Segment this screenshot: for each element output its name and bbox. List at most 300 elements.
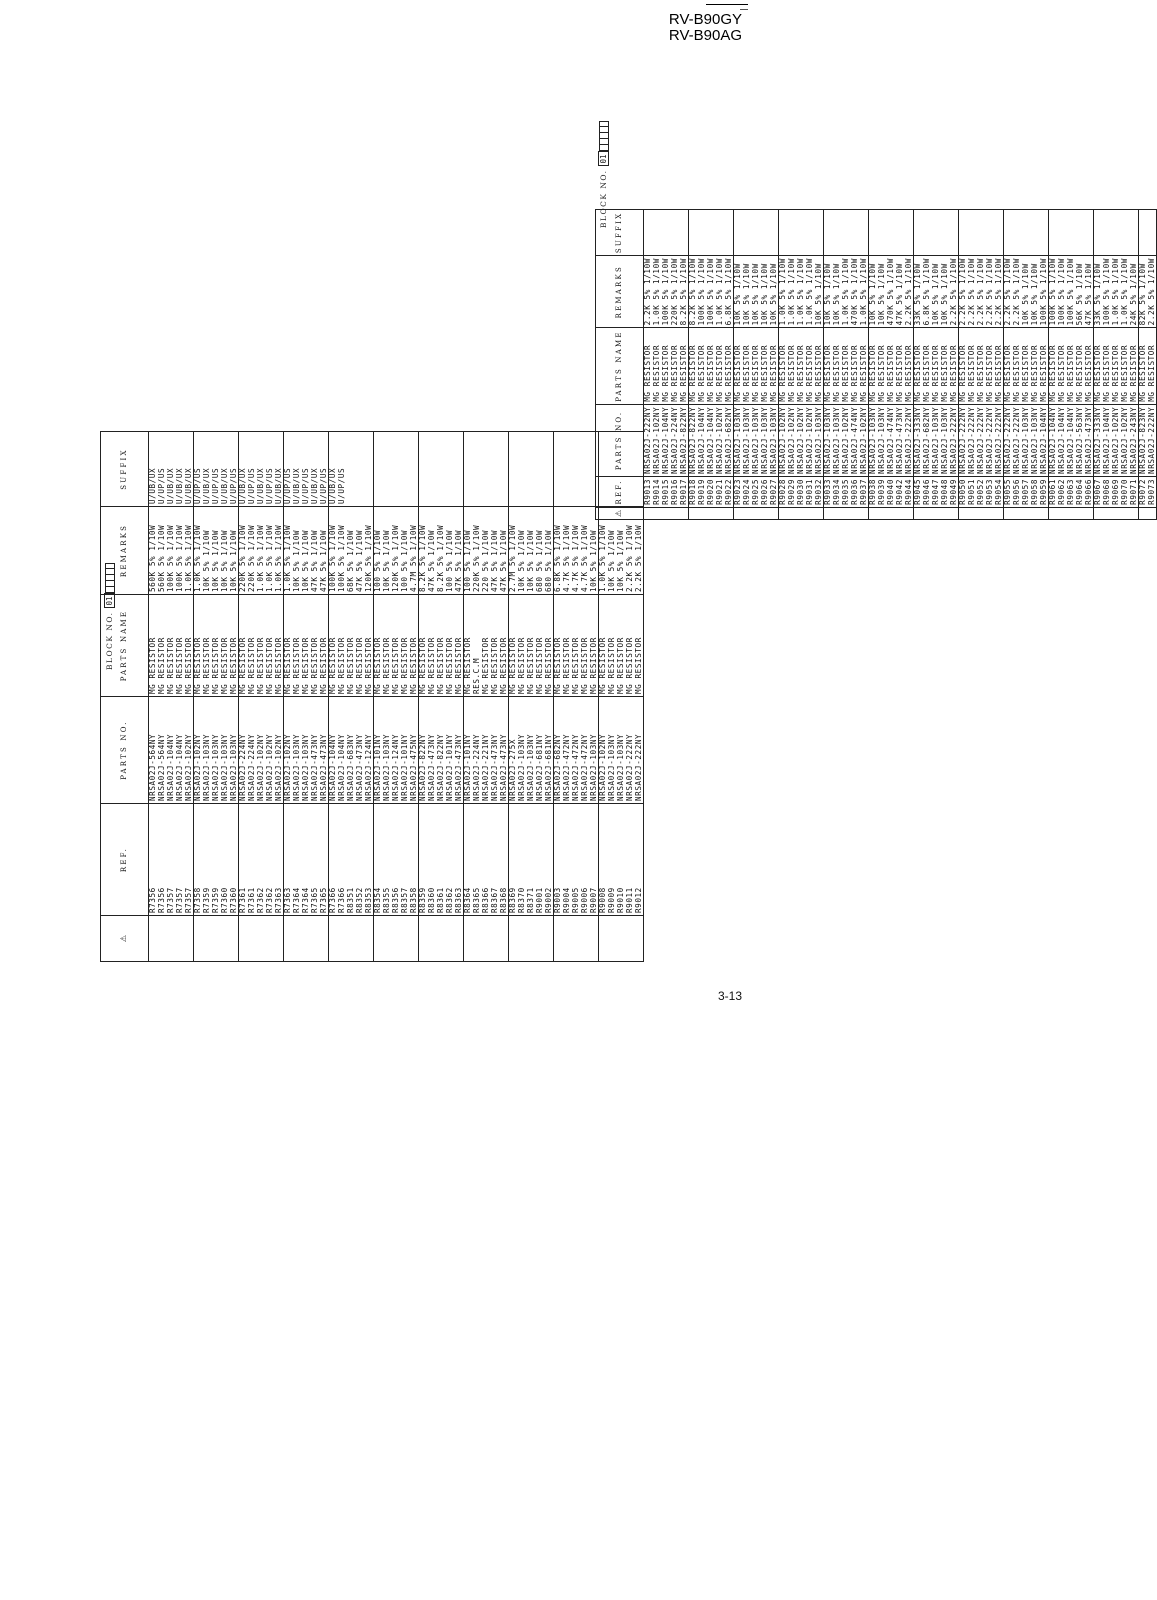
remarks-cell: 47K 5% 1/10W [455, 507, 464, 595]
ref-cell: R9051 [968, 476, 977, 507]
suffix-cell [689, 209, 698, 255]
parts-name-cell: MG RESISTOR [1085, 328, 1094, 404]
remarks-cell: 470K 5% 1/10W [887, 256, 896, 328]
parts-no-cell: NRSA02J-103NY [815, 404, 824, 476]
parts-no-cell: NRSA02J-222NY [1004, 404, 1013, 476]
table-row [428, 432, 437, 962]
flag-cell [311, 916, 320, 962]
remarks-cell: 100 5% 1/10W [374, 507, 383, 595]
parts-name-cell: MG RESISTOR [545, 595, 554, 697]
ref-cell: R9073 [1148, 476, 1157, 507]
suffix-cell: U/UB/UX [185, 432, 194, 507]
table-row [437, 432, 446, 962]
parts-no-cell: NRSA02J-473NY [455, 697, 464, 804]
remarks-cell: 10K 5% 1/10W [770, 256, 779, 328]
table-row [536, 432, 545, 962]
parts-name-cell: MG RESISTOR [320, 595, 329, 697]
remarks-cell: 1.0K 5% 1/10W [266, 507, 275, 595]
parts-name-cell: MG RESISTOR [923, 328, 932, 404]
parts-name-cell: MG RESISTOR [302, 595, 311, 697]
table-row [221, 432, 230, 962]
flag-cell [1013, 507, 1022, 519]
remarks-cell: 10K 5% 1/10W [833, 256, 842, 328]
remarks-cell: 10K 5% 1/10W [608, 507, 617, 595]
flag-cell [356, 916, 365, 962]
flag-cell [1112, 507, 1121, 519]
suffix-cell [527, 432, 536, 507]
suffix-header: SUFFIX [101, 432, 149, 507]
ref-cell: R7359 [212, 804, 221, 916]
flag-cell [896, 507, 905, 519]
parts-no-cell: NRSA02J-102NY [599, 697, 608, 804]
remarks-cell: 8.2K 5% 1/10W [689, 256, 698, 328]
parts-no-cell: NRSA02J-102NY [788, 404, 797, 476]
remarks-cell: 8.2K 5% 1/10W [419, 507, 428, 595]
ref-cell: R9049 [950, 476, 959, 507]
parts-name-cell: MG RESISTOR [365, 595, 374, 697]
flag-cell [1049, 507, 1058, 519]
parts-no-cell: NRSA02J-103NY [383, 697, 392, 804]
remarks-cell: 10K 5% 1/10W [752, 256, 761, 328]
flag-cell [590, 916, 599, 962]
table-row [311, 432, 320, 962]
remarks-cell: 2.2K 5% 1/10W [995, 256, 1004, 328]
remarks-cell: 47K 5% 1/10W [320, 507, 329, 595]
header-rule-small [740, 9, 748, 10]
suffix-cell [1094, 209, 1103, 255]
block-number-cells [599, 121, 609, 151]
ref-cell: R7356 [158, 804, 167, 916]
remarks-header: REMARKS [101, 507, 149, 595]
parts-no-cell: NRSA02J-474NY [887, 404, 896, 476]
parts-name-cell: MG RESISTOR [455, 595, 464, 697]
remarks-cell: 1.0K 5% 1/10W [779, 256, 788, 328]
flag-cell [941, 507, 950, 519]
flag-cell [689, 507, 698, 519]
flag-cell [302, 916, 311, 962]
parts-no-cell: NRSA02J-101NY [374, 697, 383, 804]
remarks-cell: 10K 5% 1/10W [230, 507, 239, 595]
suffix-cell [923, 209, 932, 255]
ref-header: REF. [596, 476, 644, 507]
remarks-cell: 120K 5% 1/10W [365, 507, 374, 595]
parts-no-cell: NRSA02J-104NY [1058, 404, 1067, 476]
ref-cell: R9055 [1004, 476, 1013, 507]
remarks-cell: 10K 5% 1/10W [743, 256, 752, 328]
suffix-cell: U/UB/UX [176, 432, 185, 507]
ref-cell: R7364 [293, 804, 302, 916]
remarks-cell: 2.2K 5% 1/10W [905, 256, 914, 328]
ref-cell: R9020 [707, 476, 716, 507]
parts-name-cell: MG RESISTOR [1058, 328, 1067, 404]
parts-name-cell: MG RESISTOR [428, 595, 437, 697]
ref-cell: R9011 [626, 804, 635, 916]
remarks-cell: 10K 5% 1/10W [518, 507, 527, 595]
ref-cell: R7360 [230, 804, 239, 916]
parts-no-cell: NRSA02J-222NY [626, 697, 635, 804]
parts-name-header: PARTS NAME [596, 328, 644, 404]
ref-cell: R8353 [365, 804, 374, 916]
model-number-1: RV-B90GY [668, 11, 742, 28]
parts-name-cell: MG RESISTOR [536, 595, 545, 697]
parts-name-cell: MG RESISTOR [464, 595, 473, 697]
parts-no-cell: NRSA02J-473NY [491, 697, 500, 804]
suffix-cell: U/UB/UX [293, 432, 302, 507]
suffix-cell [545, 432, 554, 507]
suffix-cell [734, 209, 743, 255]
parts-no-cell: NRSA02J-103NY [833, 404, 842, 476]
suffix-cell [446, 432, 455, 507]
table-row [581, 432, 590, 962]
parts-name-cell: MG RESISTOR [509, 595, 518, 697]
table-row [293, 432, 302, 962]
suffix-cell [1121, 209, 1130, 255]
ref-cell: R9032 [815, 476, 824, 507]
table-row [419, 432, 428, 962]
block-number-cells [105, 563, 115, 593]
parts-no-cell: NRSA02J-222NY [968, 404, 977, 476]
parts-no-cell: NRSA02J-104NY [1103, 404, 1112, 476]
table-row [815, 209, 824, 519]
parts-no-header: PARTS NO. [101, 697, 149, 804]
parts-no-cell: NRSA02J-682NY [554, 697, 563, 804]
ref-cell: R7357 [185, 804, 194, 916]
table-row [401, 432, 410, 962]
parts-no-cell: NRSA02J-564NY [158, 697, 167, 804]
parts-name-cell: RES.C.M [473, 595, 482, 697]
parts-no-cell: NRSA02J-103NY [608, 697, 617, 804]
parts-name-cell: MG RESISTOR [500, 595, 509, 697]
parts-no-cell: NRSA02J-224NY [239, 697, 248, 804]
parts-name-cell: MG RESISTOR [770, 328, 779, 404]
flag-cell [671, 507, 680, 519]
table-body [149, 432, 644, 962]
table-row [392, 432, 401, 962]
ref-cell: R9034 [833, 476, 842, 507]
flag-cell [257, 916, 266, 962]
parts-no-cell: NRSA02J-103NY [1031, 404, 1040, 476]
table-row [509, 432, 518, 962]
table-header-row [596, 209, 644, 519]
suffix-cell [1031, 209, 1040, 255]
table-header-row [101, 432, 149, 962]
flag-cell [383, 916, 392, 962]
flag-cell [1130, 507, 1139, 519]
parts-name-cell: MG RESISTOR [797, 328, 806, 404]
ref-cell: R9068 [1103, 476, 1112, 507]
remarks-cell: 68K 5% 1/10W [347, 507, 356, 595]
parts-name-cell: MG RESISTOR [446, 595, 455, 697]
suffix-cell [851, 209, 860, 255]
ref-cell: R9021 [716, 476, 725, 507]
flag-cell [797, 507, 806, 519]
flag-cell [248, 916, 257, 962]
parts-no-cell: NRSA02J-102NY [266, 697, 275, 804]
ref-cell: R7366 [329, 804, 338, 916]
flag-cell [158, 916, 167, 962]
parts-name-cell: MG RESISTOR [1112, 328, 1121, 404]
ref-cell: R7358 [194, 804, 203, 916]
parts-name-cell: MG RESISTOR [1004, 328, 1013, 404]
parts-name-cell: MG RESISTOR [986, 328, 995, 404]
ref-cell: R9059 [1040, 476, 1049, 507]
flag-cell [545, 916, 554, 962]
suffix-cell [707, 209, 716, 255]
flag-cell [563, 916, 572, 962]
flag-cell [887, 507, 896, 519]
suffix-cell [725, 209, 734, 255]
parts-no-cell: NRSA02J-222NY [986, 404, 995, 476]
suffix-cell [833, 209, 842, 255]
flag-cell [275, 916, 284, 962]
suffix-cell [842, 209, 851, 255]
ref-cell: R9029 [788, 476, 797, 507]
ref-cell: R9052 [977, 476, 986, 507]
remarks-cell: 47K 5% 1/10W [311, 507, 320, 595]
remarks-cell: 47K 5% 1/10W [491, 507, 500, 595]
flag-cell [1121, 507, 1130, 519]
table-row [194, 432, 203, 962]
parts-name-cell: MG RESISTOR [185, 595, 194, 697]
parts-no-cell: NRSA02J-682NY [923, 404, 932, 476]
remarks-cell: 100K 5% 1/10W [176, 507, 185, 595]
remarks-cell: 100K 5% 1/10W [698, 256, 707, 328]
table-row [257, 432, 266, 962]
parts-name-cell: MG RESISTOR [842, 328, 851, 404]
suffix-cell [761, 209, 770, 255]
suffix-cell: U/UP/US [338, 432, 347, 507]
suffix-cell [698, 209, 707, 255]
parts-no-cell: NRSA02J-102NY [716, 404, 725, 476]
flag-cell [212, 916, 221, 962]
flag-cell [761, 507, 770, 519]
flag-cell [230, 916, 239, 962]
flag-cell [320, 916, 329, 962]
ref-cell: R9057 [1022, 476, 1031, 507]
table-row [365, 432, 374, 962]
suffix-cell [860, 209, 869, 255]
ref-cell: R9030 [797, 476, 806, 507]
block-label: BLOCK NO. [105, 611, 114, 670]
flag-cell [1085, 507, 1094, 519]
flag-cell [266, 916, 275, 962]
flag-cell [1094, 507, 1103, 519]
parts-name-cell: MG RESISTOR [482, 595, 491, 697]
parts-no-cell: NRSA02J-102NY [1112, 404, 1121, 476]
parts-name-cell: MG RESISTOR [833, 328, 842, 404]
remarks-cell: 1.0K 5% 1/10W [257, 507, 266, 595]
flag-cell [833, 507, 842, 519]
parts-name-cell: MG RESISTOR [1130, 328, 1139, 404]
remarks-cell: 4.7M 5% 1/10W [410, 507, 419, 595]
parts-no-cell: NRSA02J-473NY [320, 697, 329, 804]
suffix-cell [941, 209, 950, 255]
flag-cell [428, 916, 437, 962]
remarks-cell: 1.0K 5% 1/10W [599, 507, 608, 595]
parts-name-cell: MG RESISTOR [572, 595, 581, 697]
remarks-cell: 220K 5% 1/10W [248, 507, 257, 595]
table-row [563, 432, 572, 962]
table-row [446, 432, 455, 962]
flag-cell [878, 507, 887, 519]
parts-name-cell: MG RESISTOR [680, 328, 689, 404]
suffix-cell [1067, 209, 1076, 255]
parts-name-cell: MG RESISTOR [1031, 328, 1040, 404]
flag-cell [1139, 507, 1148, 519]
suffix-cell [1103, 209, 1112, 255]
ref-cell: R9072 [1139, 476, 1148, 507]
parts-no-cell: NRSA02J-102NY [842, 404, 851, 476]
table-row [527, 432, 536, 962]
remarks-cell: 560K 5% 1/10W [158, 507, 167, 595]
parts-name-cell: MG RESISTOR [635, 595, 644, 697]
ref-header: REF. [101, 804, 149, 916]
parts-name-cell: MG RESISTOR [374, 595, 383, 697]
ref-cell: R9006 [581, 804, 590, 916]
ref-cell: R9056 [1013, 476, 1022, 507]
parts-no-cell: NRSA02J-102NY [860, 404, 869, 476]
parts-name-cell: MG RESISTOR [671, 328, 680, 404]
parts-no-cell: NRSA02J-682NY [725, 404, 734, 476]
flag-cell [374, 916, 383, 962]
suffix-cell [806, 209, 815, 255]
parts-name-cell: MG RESISTOR [689, 328, 698, 404]
parts-no-cell: NRSA02J-102NY [284, 697, 293, 804]
remarks-cell: 1.0K 5% 1/10W [284, 507, 293, 595]
parts-name-cell: MG RESISTOR [959, 328, 968, 404]
table-row [473, 432, 482, 962]
parts-no-cell: NRSA02J-474NY [851, 404, 860, 476]
parts-name-cell: MG RESISTOR [599, 595, 608, 697]
flag-cell [1103, 507, 1112, 519]
remarks-cell: 1.0K 5% 1/10W [797, 256, 806, 328]
flag-cell [293, 916, 302, 962]
parts-no-cell: NRSA02J-472NY [563, 697, 572, 804]
ref-cell: R9053 [986, 476, 995, 507]
flag-cell [815, 507, 824, 519]
block-number-left [104, 563, 115, 670]
suffix-cell: U/UP/US [194, 432, 203, 507]
table-row [212, 432, 221, 962]
flag-cell [599, 916, 608, 962]
suffix-cell [491, 432, 500, 507]
remarks-cell: 8.2K 5% 1/10W [437, 507, 446, 595]
flag-cell [707, 507, 716, 519]
remarks-cell: 4.7K 5% 1/10W [563, 507, 572, 595]
ref-cell: R8359 [419, 804, 428, 916]
flag-cell [365, 916, 374, 962]
suffix-cell [914, 209, 923, 255]
suffix-cell [905, 209, 914, 255]
flag-cell [1067, 507, 1076, 519]
table-row [950, 209, 959, 519]
table-row [167, 432, 176, 962]
parts-no-cell: NRSA02J-224NY [671, 404, 680, 476]
flag-cell [347, 916, 356, 962]
ref-cell: R9027 [770, 476, 779, 507]
ref-cell: R7366 [338, 804, 347, 916]
ref-cell: R7360 [221, 804, 230, 916]
parts-no-cell: NRSA02J-101NY [464, 697, 473, 804]
parts-name-cell: MG RESISTOR [851, 328, 860, 404]
table-row [1130, 209, 1139, 519]
flag-cell [995, 507, 1004, 519]
suffix-cell [455, 432, 464, 507]
suffix-cell [959, 209, 968, 255]
suffix-cell [419, 432, 428, 507]
flag-cell [824, 507, 833, 519]
flag-cell [959, 507, 968, 519]
remarks-cell: 10K 5% 1/10W [302, 507, 311, 595]
ref-cell: R8354 [374, 804, 383, 916]
remarks-cell: 10K 5% 1/10W [932, 256, 941, 328]
remarks-cell: 1.0K 5% 1/10W [716, 256, 725, 328]
remarks-cell: 2.2K 5% 1/10W [635, 507, 644, 595]
parts-no-cell: NRSA02J-104NY [1067, 404, 1076, 476]
suffix-cell [1085, 209, 1094, 255]
flag-cell [932, 507, 941, 519]
suffix-cell [509, 432, 518, 507]
parts-no-cell: NRSA02J-681NY [545, 697, 554, 804]
remarks-cell: 10K 5% 1/10W [203, 507, 212, 595]
parts-no-cell: NRSA02J-103NY [518, 697, 527, 804]
parts-name-cell: MG RESISTOR [401, 595, 410, 697]
flag-cell [500, 916, 509, 962]
remarks-cell: 10K 5% 1/10W [761, 256, 770, 328]
flag-cell [950, 507, 959, 519]
ref-cell: R9054 [995, 476, 1004, 507]
table-row [482, 432, 491, 962]
ref-cell: R9026 [761, 476, 770, 507]
ref-cell: R9007 [590, 804, 599, 916]
parts-no-cell: NRSA02J-104NY [707, 404, 716, 476]
table-row [1040, 209, 1049, 519]
suffix-cell: U/UB/UX [257, 432, 266, 507]
suffix-cell [464, 432, 473, 507]
flag-cell [491, 916, 500, 962]
table-row [455, 432, 464, 962]
block-number-right [598, 121, 609, 228]
parts-name-cell: MG RESISTOR [230, 595, 239, 697]
parts-no-cell: NRSA02J-104NY [176, 697, 185, 804]
parts-name-cell: MG RESISTOR [437, 595, 446, 697]
parts-name-cell: MG RESISTOR [149, 595, 158, 697]
suffix-cell [986, 209, 995, 255]
parts-name-cell: MG RESISTOR [860, 328, 869, 404]
ref-cell: R9046 [923, 476, 932, 507]
parts-name-cell: MG RESISTOR [491, 595, 500, 697]
ref-cell: R7362 [266, 804, 275, 916]
parts-name-cell: MG RESISTOR [527, 595, 536, 697]
ref-cell: R9050 [959, 476, 968, 507]
flag-cell [1022, 507, 1031, 519]
remarks-cell: 2.2K 5% 1/10W [1004, 256, 1013, 328]
parts-name-cell: MG RESISTOR [1049, 328, 1058, 404]
parts-name-cell: MG RESISTOR [707, 328, 716, 404]
suffix-cell [437, 432, 446, 507]
parts-no-cell: NRSA02J-104NY [1040, 404, 1049, 476]
remarks-cell: 120K 5% 1/10W [392, 507, 401, 595]
ref-cell: R9024 [743, 476, 752, 507]
parts-no-cell: NRSA02J-473NY [500, 697, 509, 804]
block-number-box: 01 [598, 151, 609, 166]
parts-no-cell: NRSA02J-472NY [581, 697, 590, 804]
flag-cell [464, 916, 473, 962]
remarks-cell: 56K 5% 1/10W [1076, 256, 1085, 328]
parts-name-cell: MG RESISTOR [257, 595, 266, 697]
parts-name-cell: MG RESISTOR [806, 328, 815, 404]
parts-no-cell: NRSA02J-103NY [743, 404, 752, 476]
